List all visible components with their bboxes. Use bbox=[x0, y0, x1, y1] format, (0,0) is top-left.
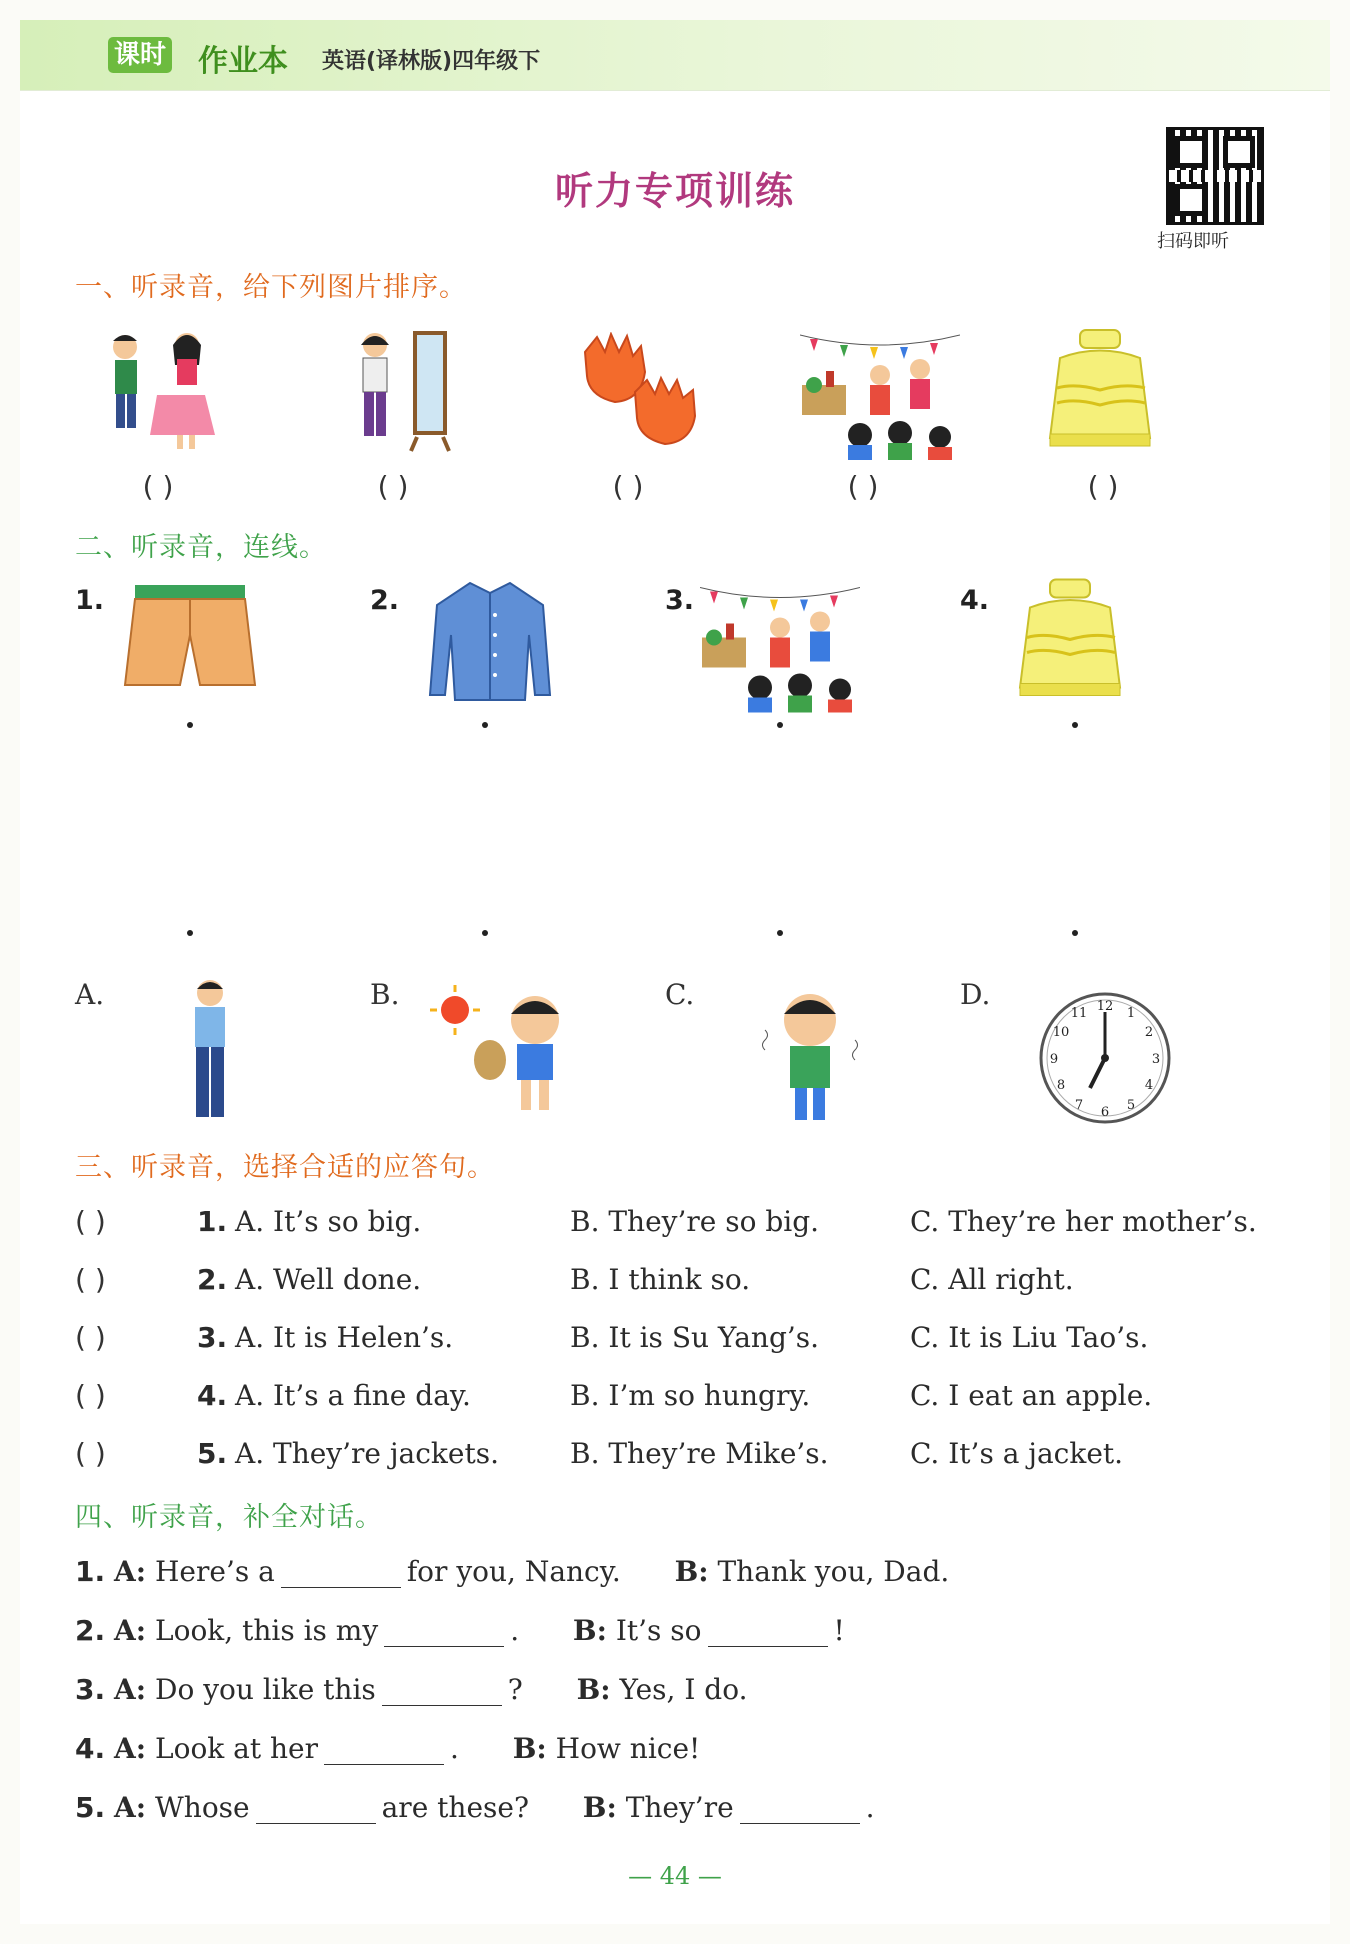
page-header bbox=[20, 20, 1330, 91]
dialog-row bbox=[75, 1555, 949, 1595]
match-number: 4. bbox=[960, 585, 990, 616]
book-subtitle: 英语(译林版)四年级下 bbox=[322, 49, 541, 74]
option-letter: B. bbox=[370, 978, 400, 1011]
section1-heading: 一、听录音，给下列图片排序。 bbox=[75, 272, 467, 303]
shirt-icon bbox=[425, 575, 555, 705]
sweater-icon bbox=[1015, 575, 1125, 705]
answer-paren[interactable]: ( ) bbox=[1087, 470, 1119, 503]
question-row bbox=[75, 1263, 1295, 1303]
speaker-b: B: bbox=[512, 1732, 547, 1765]
question-number: 5. bbox=[197, 1437, 228, 1470]
svg-text:12: 12 bbox=[1096, 999, 1114, 1014]
dialog-row bbox=[75, 1791, 875, 1831]
dialog-text: Here’s a bbox=[155, 1555, 275, 1588]
match-dot[interactable] bbox=[777, 722, 783, 728]
option-c: C. It is Liu Tao’s. bbox=[910, 1321, 1149, 1354]
option-c: C. It’s a jacket. bbox=[910, 1437, 1124, 1470]
option-b: B. I’m so hungry. bbox=[570, 1379, 811, 1412]
speaker-a: A: bbox=[114, 1555, 147, 1588]
option-b: B. They’re Mike’s. bbox=[570, 1437, 829, 1470]
option-c: C. They’re her mother’s. bbox=[910, 1205, 1257, 1238]
party-icon bbox=[800, 325, 960, 460]
match-number: 1. bbox=[75, 585, 105, 616]
answer-paren[interactable]: ( ) bbox=[377, 470, 409, 503]
speaker-b: B: bbox=[576, 1673, 611, 1706]
page-number: — 44 — bbox=[628, 1862, 722, 1890]
dialog-text: Look, this is my bbox=[155, 1614, 379, 1647]
question-number: 1. bbox=[197, 1205, 228, 1238]
answer-blank[interactable] bbox=[324, 1738, 444, 1765]
match-dot[interactable] bbox=[482, 722, 488, 728]
svg-text:11: 11 bbox=[1070, 1006, 1088, 1021]
question-number: 4. bbox=[197, 1379, 228, 1412]
answer-blank[interactable] bbox=[384, 1620, 504, 1647]
dialog-text: are these? bbox=[381, 1791, 529, 1824]
question-row bbox=[75, 1205, 1295, 1245]
dialog-text: Do you like this bbox=[155, 1673, 376, 1706]
option-letter: D. bbox=[960, 978, 991, 1011]
svg-text:10: 10 bbox=[1052, 1025, 1070, 1040]
answer-paren[interactable]: ( ) bbox=[142, 470, 174, 503]
answer-blank[interactable] bbox=[281, 1561, 401, 1588]
dialog-number: 4. bbox=[75, 1732, 106, 1765]
option-a: A. It’s so big. bbox=[235, 1205, 422, 1238]
section2-heading: 二、听录音，连线。 bbox=[75, 532, 327, 563]
speaker-a: A: bbox=[114, 1791, 147, 1824]
dialog-text: ? bbox=[507, 1673, 523, 1706]
page-title: 听力专项训练 bbox=[554, 169, 795, 213]
answer-paren[interactable]: ( ) bbox=[75, 1205, 106, 1238]
speaker-b: B: bbox=[572, 1614, 607, 1647]
dialog-number: 3. bbox=[75, 1673, 106, 1706]
question-row bbox=[75, 1321, 1295, 1361]
match-dot[interactable] bbox=[1072, 722, 1078, 728]
svg-text:1: 1 bbox=[1126, 1006, 1136, 1021]
option-letter: C. bbox=[665, 978, 695, 1011]
option-a: A. Well done. bbox=[235, 1263, 422, 1296]
speaker-b: B: bbox=[674, 1555, 709, 1588]
answer-paren[interactable]: ( ) bbox=[847, 470, 879, 503]
dialog-text: How nice! bbox=[555, 1732, 701, 1765]
answer-blank[interactable] bbox=[256, 1797, 376, 1824]
option-letter: A. bbox=[75, 978, 105, 1011]
dialog-text: . bbox=[865, 1791, 875, 1824]
gloves-icon bbox=[575, 332, 715, 457]
clock-seven-icon bbox=[1035, 988, 1175, 1128]
option-a: A. They’re jackets. bbox=[235, 1437, 499, 1470]
match-number: 3. bbox=[665, 585, 695, 616]
speaker-a: A: bbox=[114, 1673, 147, 1706]
answer-paren[interactable]: ( ) bbox=[75, 1263, 106, 1296]
dialog-text: Whose bbox=[155, 1791, 250, 1824]
speaker-a: A: bbox=[114, 1732, 147, 1765]
option-b: B. They’re so big. bbox=[570, 1205, 820, 1238]
dialog-text: for you, Nancy. bbox=[406, 1555, 621, 1588]
dialog-number: 2. bbox=[75, 1614, 106, 1647]
speaker-a: A: bbox=[114, 1614, 147, 1647]
dialog-text: It’s so bbox=[615, 1614, 702, 1647]
section3-heading: 三、听录音，选择合适的应答句。 bbox=[75, 1152, 495, 1183]
party-icon bbox=[700, 575, 860, 715]
svg-text:4: 4 bbox=[1144, 1078, 1154, 1093]
worksheet-page bbox=[20, 20, 1330, 1924]
match-number: 2. bbox=[370, 585, 400, 616]
hot-boy-sun-icon bbox=[425, 980, 585, 1120]
option-a: A. It’s a fine day. bbox=[235, 1379, 471, 1412]
svg-text:3: 3 bbox=[1151, 1052, 1161, 1067]
dialog-text: Thank you, Dad. bbox=[717, 1555, 950, 1588]
answer-paren[interactable]: ( ) bbox=[75, 1379, 106, 1412]
option-c: C. All right. bbox=[910, 1263, 1074, 1296]
answer-paren[interactable]: ( ) bbox=[75, 1437, 106, 1470]
dialog-number: 5. bbox=[75, 1791, 106, 1824]
svg-text:5: 5 bbox=[1126, 1098, 1136, 1113]
svg-text:6: 6 bbox=[1100, 1105, 1110, 1120]
question-number: 2. bbox=[197, 1263, 228, 1296]
match-dot[interactable] bbox=[482, 930, 488, 936]
speaker-b: B: bbox=[582, 1791, 617, 1824]
dialog-row bbox=[75, 1732, 700, 1772]
svg-text:9: 9 bbox=[1049, 1052, 1059, 1067]
dialog-row bbox=[75, 1673, 747, 1713]
dialog-text: Yes, I do. bbox=[619, 1673, 748, 1706]
answer-blank[interactable] bbox=[382, 1679, 502, 1706]
dialog-number: 1. bbox=[75, 1555, 106, 1588]
brand-logo: 课时 bbox=[108, 37, 172, 73]
match-dot[interactable] bbox=[187, 930, 193, 936]
cold-boy-icon bbox=[755, 980, 865, 1130]
question-row bbox=[75, 1379, 1295, 1419]
dialog-text: ! bbox=[833, 1614, 845, 1647]
option-c: C. I eat an apple. bbox=[910, 1379, 1153, 1412]
question-row bbox=[75, 1437, 1295, 1477]
girl-mirror-icon bbox=[335, 325, 465, 455]
dialog-text: They’re bbox=[625, 1791, 734, 1824]
qr-label: 扫码即听 bbox=[1157, 231, 1229, 252]
match-dot[interactable] bbox=[1072, 930, 1078, 936]
shorts-icon bbox=[120, 575, 260, 700]
option-b: B. I think so. bbox=[570, 1263, 751, 1296]
sweater-icon bbox=[1045, 328, 1155, 453]
svg-text:2: 2 bbox=[1144, 1025, 1154, 1040]
option-b: B. It is Su Yang’s. bbox=[570, 1321, 820, 1354]
dialog-row bbox=[75, 1614, 845, 1654]
question-number: 3. bbox=[197, 1321, 228, 1354]
match-dot[interactable] bbox=[777, 930, 783, 936]
dialog-text: . bbox=[510, 1614, 520, 1647]
answer-blank[interactable] bbox=[708, 1620, 828, 1647]
svg-text:8: 8 bbox=[1056, 1078, 1066, 1093]
match-dot[interactable] bbox=[187, 722, 193, 728]
brand-name: 作业本 bbox=[198, 44, 288, 79]
man-standing-icon bbox=[175, 975, 245, 1125]
option-a: A. It is Helen’s. bbox=[235, 1321, 454, 1354]
qr-code-icon[interactable] bbox=[1166, 127, 1264, 225]
boy-girl-dress-icon bbox=[95, 325, 225, 455]
dialog-text: . bbox=[450, 1732, 459, 1765]
dialog-text: Look at her bbox=[155, 1732, 319, 1765]
answer-paren[interactable]: ( ) bbox=[612, 470, 644, 503]
answer-paren[interactable]: ( ) bbox=[75, 1321, 106, 1354]
answer-blank[interactable] bbox=[740, 1797, 860, 1824]
svg-text:7: 7 bbox=[1074, 1098, 1084, 1113]
section4-heading: 四、听录音，补全对话。 bbox=[75, 1502, 383, 1533]
